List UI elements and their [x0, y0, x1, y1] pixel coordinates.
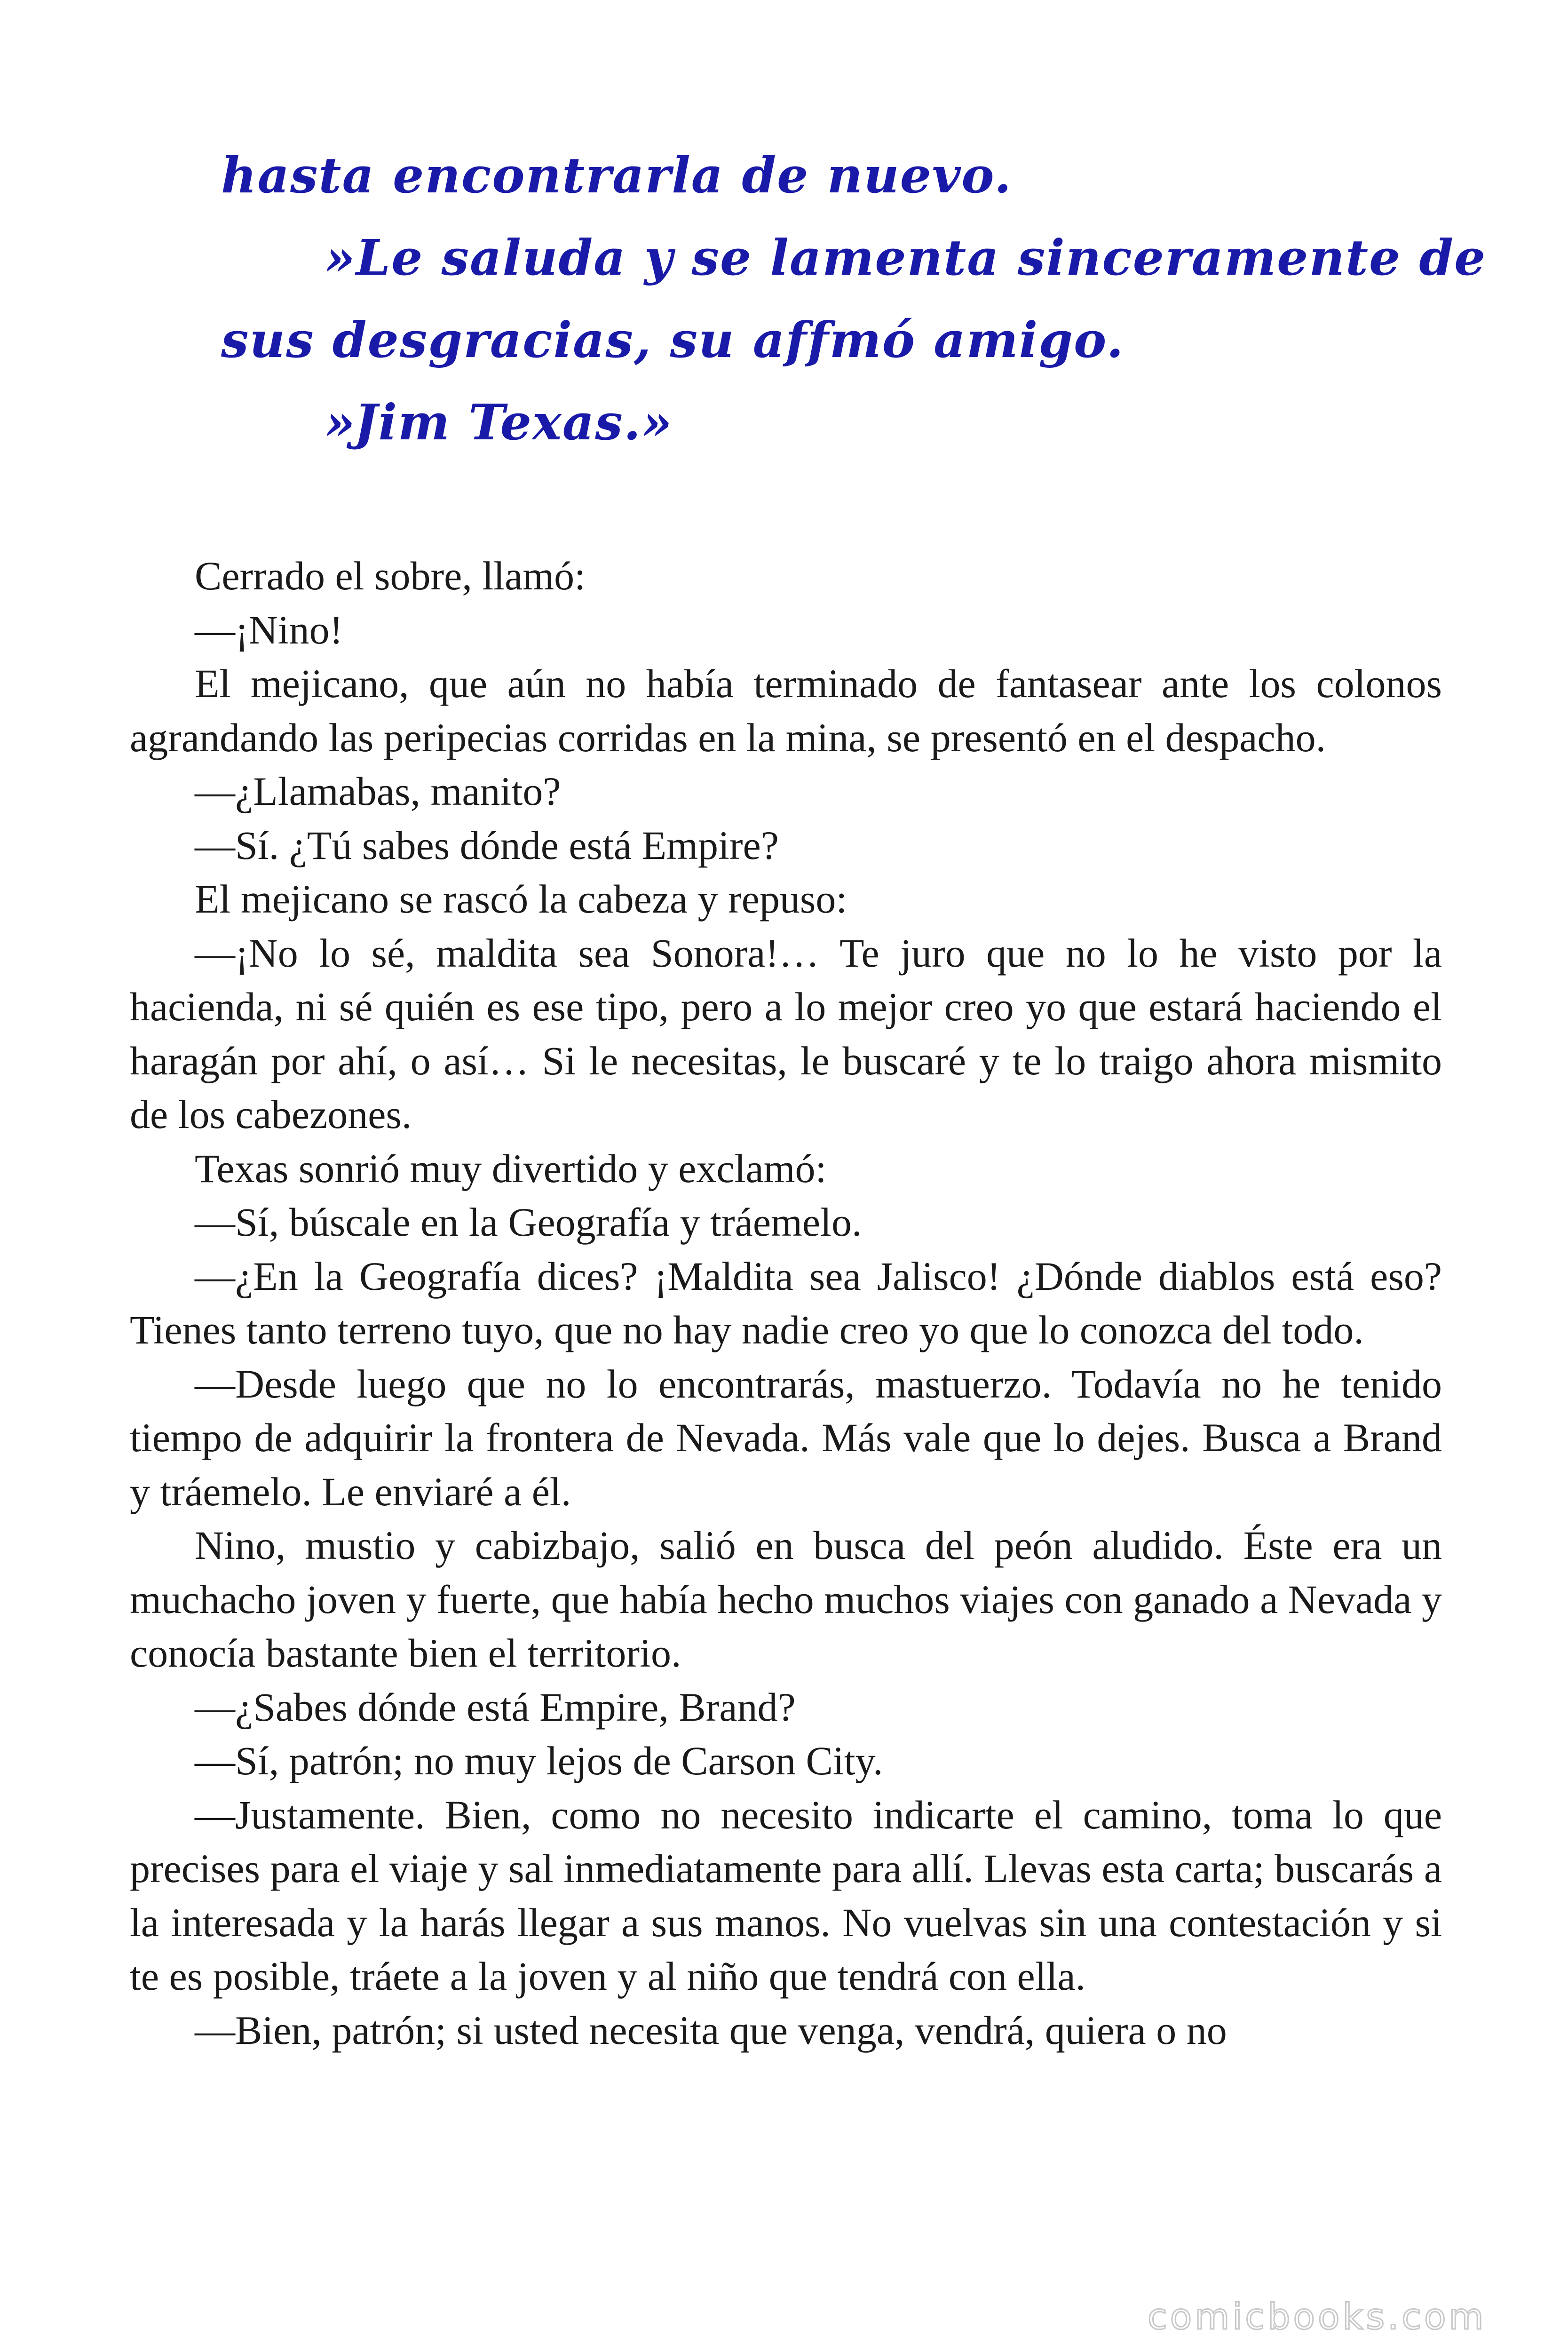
site-watermark: comicbooks.com — [1148, 2296, 1487, 2337]
paragraph: —¿En la Geografía dices? ¡Maldita sea Jalisco! ¿Dónde diablos está eso? Tienes tanto terreno tuyo, que no hay nadie creo yo que lo conozca del todo. — [130, 1253, 1442, 1352]
paragraph: El mejicano, que aún no había terminado de fantasear ante los colonos agrandando las peripecias corridas en la mina, se presentó en el despacho. — [130, 661, 1442, 760]
paragraph: —Sí, búscale en la Geografía y tráemelo. — [195, 1200, 862, 1245]
letter-line: »Le saluda y se lamenta sinceramente de — [325, 229, 1487, 286]
paragraph: —¡Nino! — [195, 607, 343, 652]
paragraph: El mejicano se rascó la cabeza y repuso: — [195, 876, 847, 922]
paragraph: —¿Sabes dónde está Empire, Brand? — [195, 1684, 796, 1730]
paragraph: —Desde luego que no lo encontrarás, mastuerzo. Todavía no he tenido tiempo de adquirir la frontera de Nevada. Más vale que lo dejes. Busca a Brand y tráemelo. Le enviaré a él. — [130, 1361, 1442, 1514]
paragraph: —Sí, patrón; no muy lejos de Carson City. — [195, 1738, 883, 1783]
paragraph: Cerrado el sobre, llamó: — [195, 553, 586, 598]
paragraph: Texas sonrió muy divertido y exclamó: — [195, 1145, 827, 1191]
paragraph: Nino, mustio y cabizbajo, salió en busca del peón aludido. Éste era un muchacho joven y fuerte, que había hecho muchos viajes con ganado a Nevada y conocía bastante bien el territorio. — [130, 1523, 1442, 1676]
letter-signature: »Jim Texas.» — [325, 393, 673, 451]
paragraph: —Justamente. Bien, como no necesito indicarte el camino, toma lo que precises para el viaje y sal inmediatamente para allí. Llevas esta carta; buscarás a la interesada y la harás llegar a sus manos. No vuelvas sin una contestación y si te es posible, tráete a la joven y al niño que tendrá con ella. — [130, 1792, 1442, 1999]
paragraph: —Sí. ¿Tú sabes dónde está Empire? — [195, 822, 779, 868]
paragraph: —¿Llamabas, manito? — [195, 769, 561, 814]
paragraph: —Bien, patrón; si usted necesita que venga, vendrá, quiera o no — [195, 2007, 1227, 2053]
letter-line: sus desgracias, su affmó amigo. — [221, 311, 1125, 369]
handwritten-letter — [221, 134, 1487, 463]
paragraph: —¡No lo sé, maldita sea Sonora!… Te juro que no lo he visto por la hacienda, ni sé quién es ese tipo, pero a lo mejor creo yo que estará haciendo el haragán por ahí, o así… Si le necesitas, le buscaré y te lo traigo ahora mismito de los cabezones. — [130, 930, 1442, 1137]
body-text — [130, 549, 1442, 2057]
letter-line: hasta encontrarla de nuevo. — [221, 146, 1013, 204]
